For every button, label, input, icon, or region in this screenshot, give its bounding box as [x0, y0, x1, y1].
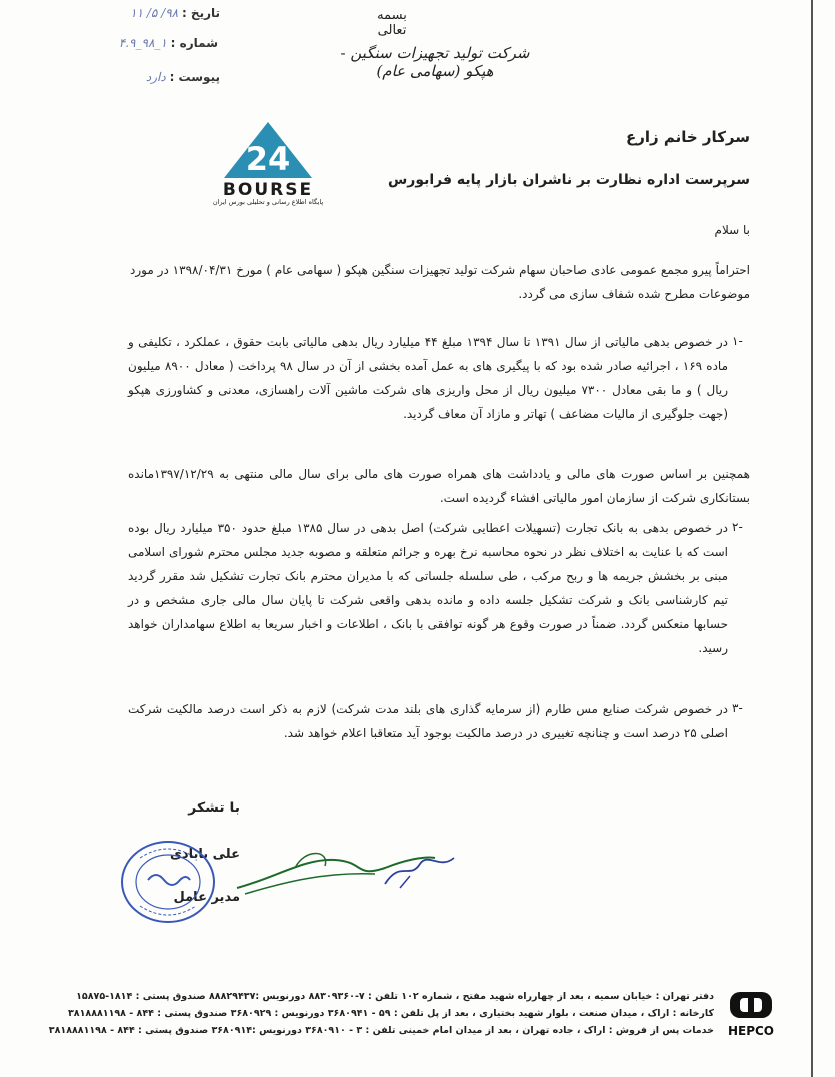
- closing: با تشکر: [188, 800, 240, 816]
- company-seal-icon: [118, 838, 218, 926]
- number-value: ۱_۹۸_۴.۹: [118, 36, 167, 50]
- invocation: بسمه تعالی: [377, 8, 407, 38]
- item-number: -۱: [732, 334, 743, 348]
- hepco-logo-icon: [728, 990, 774, 1020]
- company-name-logo: شرکت تولید تجهیزات سنگین - هپکو (سهامی عام): [340, 44, 530, 80]
- signer-name: علی بابادی: [170, 847, 240, 862]
- bourse-logo-word: BOURSE: [222, 180, 314, 200]
- item-number: -۳: [732, 701, 743, 715]
- addressee-title: سرپرست اداره نظارت بر ناشران بازار پایه فرابورس: [387, 172, 750, 188]
- item-number: -۲: [732, 520, 743, 534]
- list-item: در خصوص بدهی مالیاتی از سال ۱۳۹۱ تا سال ۱۳۹۴ مبلغ ۴۴ میلیارد ریال بدهی مالیاتی بابت حقوق ، عملکرد ، تکلیفی و ماده ۱۶۹ ، اجرائیه صادر شده بود که با پیگیری های به عمل آمده بخشی از آن در سال ۹۸ پرداخت ( معادل ۸۹۰۰ میلیون ریال ) و ما بقی معادل ۷۳۰۰ میلیون ریال از محل واریزی های شرکت ماشین آلات راهسازی، معدنی و کشاورزی هپکو (جهت جلوگیری از مالیات مضاعف ) تهاتر و مازاد آن معاف گردید.: [128, 335, 729, 421]
- initial-icon: [380, 850, 460, 890]
- footer-factory: کارخانه : اراک ، میدان صنعت ، بلوار شهید بختیاری ، بعد از پل تلفن : ۵۹ - ۳۶۸۰۹۴۱ دورنویس : ۳۶۸۰۹۲۹ صندوق پستی : ۸۴۴ - ۳۸۱۸۸۸۱۱۹۸: [68, 1008, 714, 1019]
- date-label: تاریخ :: [181, 6, 220, 20]
- intro-paragraph: احتراماً پیرو مجمع عمومی عادی صاحبان سهام شرکت تولید تجهیزات سنگین هپکو ( سهامی عام ) مورخ ۱۳۹۸/۰۴/۳۱ در مورد موضوعات مطرح شده شفاف سازی می گردد.: [130, 263, 750, 301]
- number-label: شماره :: [170, 36, 218, 50]
- svg-text:24: 24: [245, 140, 291, 178]
- date-line: [70, 6, 220, 20]
- addressee: سرکار خانم زارع: [625, 128, 750, 146]
- hepco-logo-word: HEPCO: [727, 1024, 775, 1038]
- attachment-value: دارد: [145, 70, 166, 84]
- number-line: [58, 36, 218, 50]
- footer-tehran-office: دفتر تهران : خیابان سمیه ، بعد از چهارراه شهید مفتح ، شماره ۱۰۲ تلفن : ۷-۸۸۳۰۹۳۶۰ دورنویس :۸۸۸۲۹۴۳۷ صندوق پستی : ۱۸۱۴-۱۵۸۷۵: [76, 991, 714, 1002]
- list-item-extra: همچنین بر اساس صورت های مالی و یادداشت های همراه صورت های مالی برای سال مالی منتهی به ۱۳۹۷/۱۲/۲۹مانده بستانکاری شرکت از سازمان امور مالیاتی افشاء گردیده است.: [128, 467, 750, 505]
- attachment-line: [98, 70, 220, 84]
- footer-after-sales: خدمات پس از فروش : اراک ، جاده تهران ، بعد از میدان امام خمینی تلفن : ۳ - ۳۶۸۰۹۱۰ دورنویس :۳۶۸۰۹۱۴ صندوق پستی : ۸۴۴ - ۳۸۱۸۸۸۱۱۹۸: [48, 1025, 714, 1036]
- list-item: در خصوص بدهی به بانک تجارت (تسهیلات اعطایی شرکت) اصل بدهی در سال ۱۳۸۵ مبلغ حدود ۳۵۰ میلیارد ریال بوده است که با عنایت به اختلاف نظر در نحوه محاسبه نرخ بهره و جرائم متعلقه و مصوبه جدید مجلس محترم شورای اسلامی مبنی بر بخشش جریمه ها و ربح مرکب ، طی سلسله جلساتی که با مدیران محترم بانک تجارت تشکیل شد مقرر گردید تیم کارشناسی بانک و شرکت تشکیل جلسه داده و مانده بدهی واقعی شرکت تا پایان سال مالی جاری مشخص و در حسابها منعکس گردد. ضمناً در صورت وقوع هر گونه توافقی با بانک ، اطلاعات و اخبار سریعا به اطلاع سهامداران خواهد رسید.: [128, 521, 728, 655]
- date-value: ۹۸/ ۵/ ۱۱: [130, 6, 179, 20]
- attachment-label: پیوست :: [169, 70, 220, 84]
- bourse-logo-subtitle: پایگاه اطلاع رسانی و تحلیلی بورس ایران: [212, 198, 324, 206]
- signer-title: مدیر عامل: [173, 890, 240, 905]
- list-item: در خصوص شرکت صنایع مس طارم (از سرمایه گذاری های بلند مدت شرکت) لازم به ذکر است درصد مالکیت شرکت اصلی ۲۵ درصد است و چنانچه تغییری در درصد مالکیت بوجود آید متعاقبا اعلام خواهد شد.: [128, 702, 728, 740]
- greeting: با سلام: [714, 223, 750, 237]
- page-edge-shadow: [811, 0, 813, 1077]
